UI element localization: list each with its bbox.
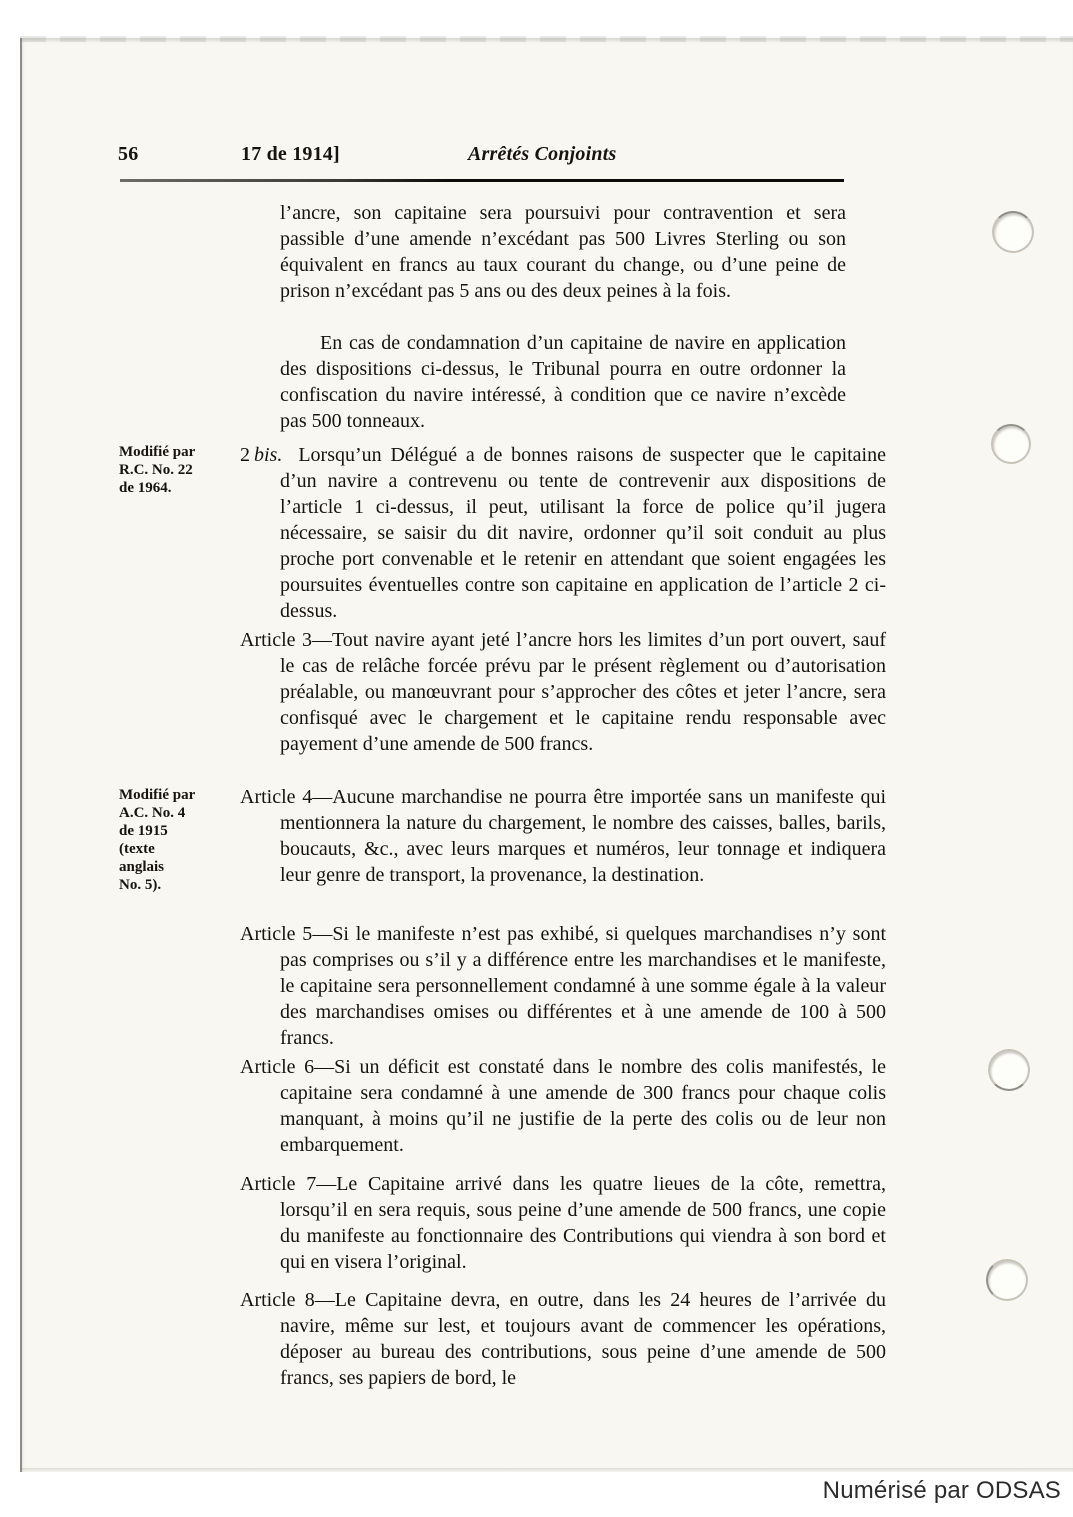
article-8-label: Article 8 <box>240 1289 315 1311</box>
article-4-text: —Aucune marchandise ne pourra être importée sans un manifeste qui mentionnera la nature du chargement, le nombre des caisses, balles, barils, boucauts, &c., avec leurs marques et numéros, leur tonnage et indiquera leur genre de transport, la provenance, la destination. <box>280 786 886 886</box>
scan-edge-top <box>20 36 1073 42</box>
article-5-text: —Si le manifeste n’est pas exhibé, si quelques marchandises n’y sont pas comprises ou s’il y a différence entre les marchandises et le manifeste, le capitaine sera personnellement condamné à une somme égale à la valeur des marchandises omises ou différentes et à une amende de 100 à 500 francs. <box>280 923 886 1049</box>
digitisation-watermark: Numérisé par ODSAS <box>822 1477 1061 1504</box>
margin-note-rc-22-1964 <box>119 443 235 497</box>
article-8-text: —Le Capitaine devra, en outre, dans les 24 heures de l’arrivée du navire, même sur lest, et toujours avant de commencer les opérations, déposer au bureau des contributions, sous peine d’une amende de 500 francs, ses papiers de bord, le <box>280 1289 886 1389</box>
clause-2bis-text: Lorsqu’un Délégué a de bonnes raisons de suspecter que le capitaine d’un navire a contrevenu ou tente de contrevenir aux dispositions de l’article 1 ci-dessus, il peut, utilisant la force de police qu’il jugera nécessaire, se saisir du dit navire, ordonner qu’il soit conduit au plus proche port convenable et le retenir en attendant que soient engagées les poursuites éventuelles contre son capitaine en application de l’article 2 ci-dessus. <box>280 444 886 622</box>
article-7-label: Article 7 <box>240 1173 317 1195</box>
margin-note-line: (texte <box>119 841 155 857</box>
header-rule <box>120 179 844 182</box>
article-5-paragraph <box>240 921 886 1051</box>
margin-note-ac-4-1915 <box>119 786 235 894</box>
paragraph-continuation: l’ancre, son capitaine sera poursuivi pour contravention et sera passible d’une amende n’excédant pas 500 Livres Sterling ou son équivalent en francs au taux courant du change, ou d’une peine de prison n’excédant pas 5 ans ou des deux peines à la fois. <box>280 202 846 302</box>
article-4-label: Article 4 <box>240 786 313 808</box>
punch-hole <box>986 1259 1028 1301</box>
margin-note-line: de 1964. <box>119 480 172 496</box>
article-6-paragraph <box>240 1054 886 1158</box>
page-number: 56 <box>118 143 139 165</box>
article-3-text: —Tout navire ayant jeté l’ancre hors les limites d’un port ouvert, sauf le cas de relâche forcée prévu par le présent règlement ou d’autorisation préalable, ou manœuvrant pour s’approcher des côtes et jeter l’ancre, sera confisqué avec le chargement et le capitaine rendu responsable avec payement d’une amende de 500 francs. <box>280 629 886 755</box>
margin-note-line: anglais <box>119 859 165 875</box>
scan-edge-bottom <box>20 1468 1073 1472</box>
article-8-paragraph <box>240 1287 886 1391</box>
clause-2bis-suffix: bis. <box>254 444 283 466</box>
article-3-label: Article 3 <box>240 629 312 651</box>
paragraph-condamnation: En cas de condamnation d’un capitaine de navire en application des dispositions ci-dessus, le Tribunal pourra en outre ordonner la confiscation du navire intéressé, à condition que ce navire n’excède pas 500 tonneaux. <box>280 332 846 432</box>
article-4-paragraph <box>240 784 886 888</box>
article-7-text: —Le Capitaine arrivé dans les quatre lieues de la côte, remettra, lorsqu’il en sera requis, sous peine d’une amende de 500 francs, une copie du manifeste au fonctionnaire des Contributions qui viendra à son bord et qui en visera l’original. <box>280 1173 886 1273</box>
article-6-text: —Si un déficit est constaté dans le nombre des colis manifestés, le capitaine sera condamné à une amende de 300 francs pour chaque colis manquant, à moins qu’il ne justifie de la perte des colis ou de leur non embarquement. <box>280 1056 887 1156</box>
article-5-label: Article 5 <box>240 923 313 945</box>
punch-hole <box>992 211 1034 253</box>
punch-hole <box>991 424 1031 464</box>
margin-note-line: Modifié par <box>119 444 196 460</box>
header-volume-ref: 17 de 1914] <box>241 143 340 165</box>
article-6-label: Article 6 <box>240 1056 315 1078</box>
margin-note-line: No. 5). <box>119 877 162 893</box>
margin-note-line: A.C. No. 4 <box>119 805 186 821</box>
margin-note-line: de 1915 <box>119 823 168 839</box>
margin-note-line: Modifié par <box>119 787 196 803</box>
article-3-paragraph <box>240 627 886 757</box>
clause-2bis-paragraph <box>240 442 886 624</box>
punch-hole <box>988 1049 1030 1091</box>
margin-note-line: R.C. No. 22 <box>119 462 193 478</box>
article-7-paragraph <box>240 1171 886 1275</box>
header-title: Arrêtés Conjoints <box>468 143 617 165</box>
clause-2bis-number: 2 <box>240 444 250 466</box>
